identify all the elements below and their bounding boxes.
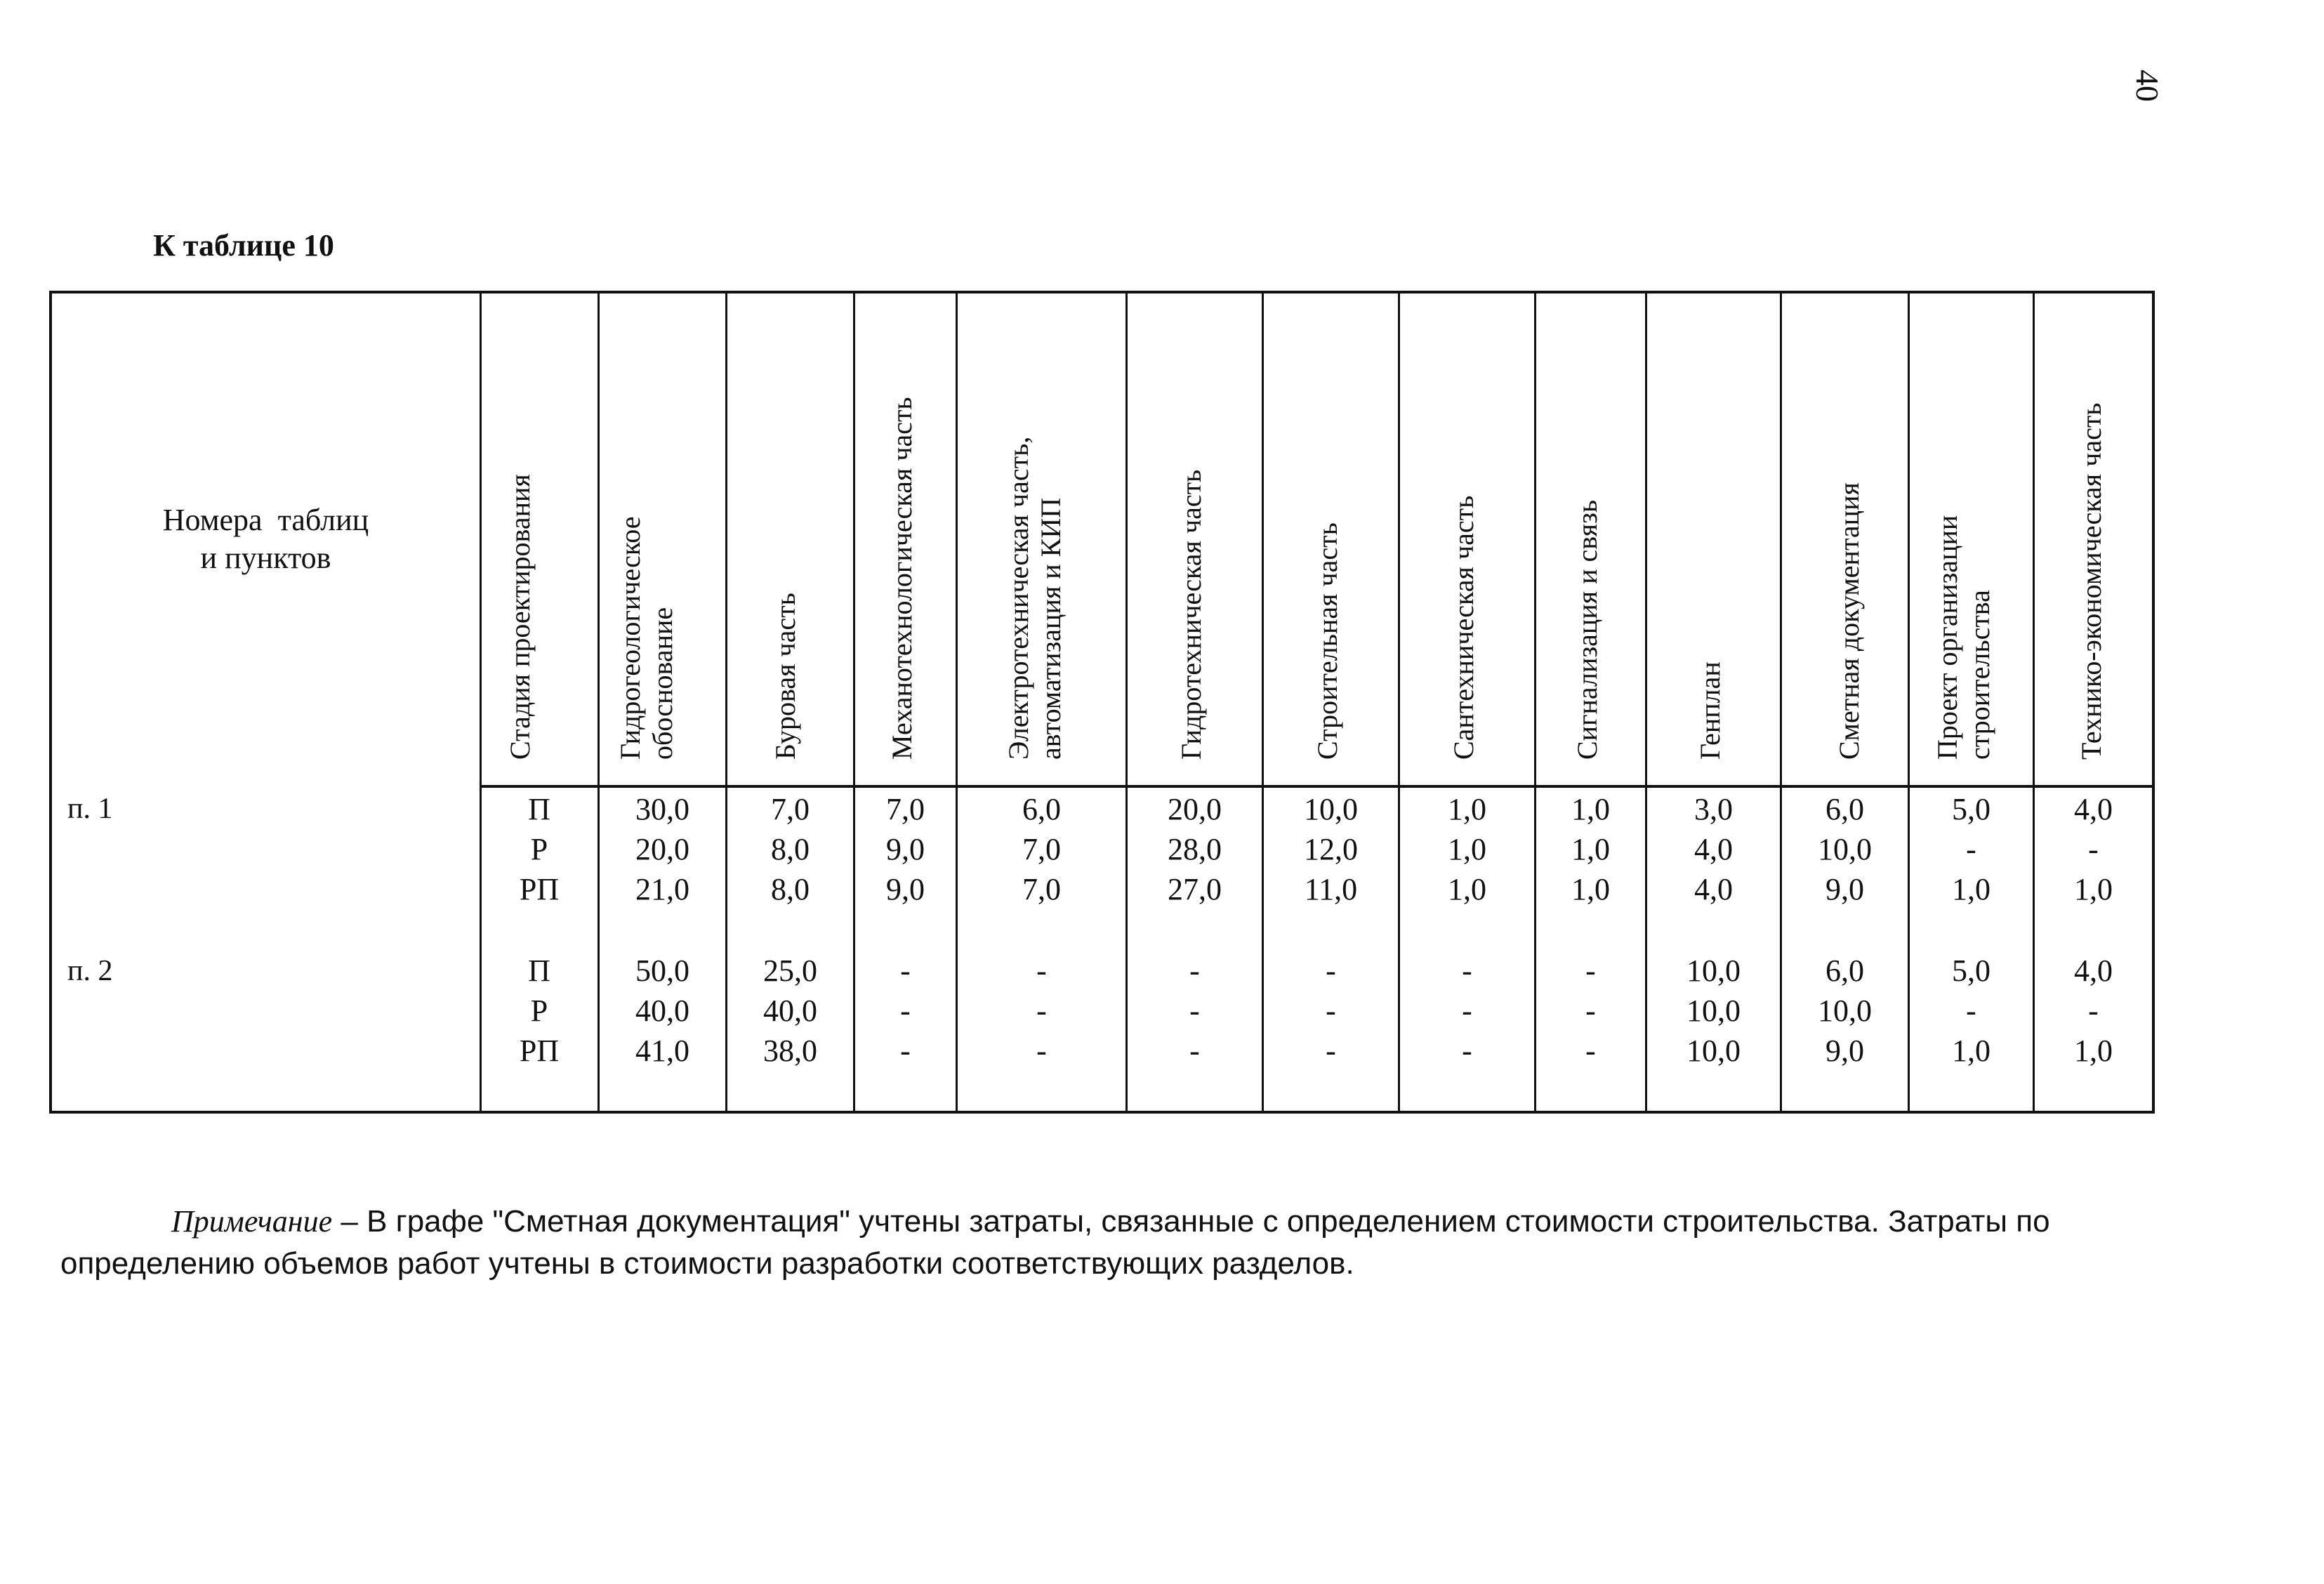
cell-value: 27,0: [1168, 872, 1222, 906]
cell-value: 1,0: [1448, 792, 1486, 826]
cell-value: 10,0: [1686, 953, 1741, 988]
cell-value: -: [900, 1034, 911, 1068]
data-table: Номера таблиц и пунктов Стадия проектирования Гидрогеологическое обоснование Буровая часть Механотехнологическая часть Электротехническая часть, автоматизация и КИП Гидротехническая часть Строительная часть Сантехническая часть Сигнализация и связь Генплан Сметная документация Проект организации строительства Технико-экономическая часть п. 1 п. 2 П Р РП 30,0 20,0 21,0 7,0 8,0 8,0 7,0 9,0 9,0 6,0 7,0 7,0 20,0 28,0 27,0 10,0 12,0 11,0 1,0 1,0 1,0 1,0 1,0 1,0 3,0 4,0 4,0 6,0 10,0 9,0 5,0 - 1,0 4,0 - 1,0 П Р РП 50,0 40,0 41,0 25,0 40,0 38,0 - - - - - - - - - - - - - - - - - - 10,0 10,0 10,0 6,0 10,0 9,0 5,0 - 1,0 4,0 - 1,0: [0, 0, 2324, 1123]
cell-value: 21,0: [635, 872, 689, 906]
cell-value: 7,0: [886, 792, 925, 826]
value-cell: [1128, 789, 1262, 909]
value-cell: [481, 789, 597, 909]
page-number: 40: [2130, 70, 2165, 102]
cell-value: 41,0: [635, 1034, 689, 1068]
cell-value: 10,0: [1686, 1034, 1741, 1068]
cell-value: -: [1585, 1034, 1596, 1068]
cell-value: 9,0: [1825, 872, 1864, 906]
cell-value: 6,0: [1022, 792, 1061, 826]
cell-value: -: [1189, 994, 1200, 1028]
cell-value: 4,0: [2074, 792, 2113, 826]
value-cell: [1264, 789, 1398, 909]
value-cell: [1536, 951, 1645, 1071]
value-cell: [600, 789, 725, 909]
note-text: – В графе "Сметная документация" учтены затраты, связанные с определением стоимости строительства. Затраты по определению объемов работ учтены в стоимости разработки соответствующих разделов.: [60, 1204, 2050, 1281]
table-note: [60, 1201, 2167, 1285]
note-lead: Примечание: [171, 1204, 333, 1239]
row-header-line1: Номера таблиц: [162, 503, 369, 537]
value-cell: [855, 789, 956, 909]
value-cell: [2035, 789, 2152, 909]
row-header-line2: и пунктов: [200, 541, 331, 575]
cell-value: -: [1585, 994, 1596, 1028]
cell-value: 6,0: [1825, 953, 1864, 988]
cell-value: 1,0: [1952, 872, 1990, 906]
cell-value: П: [528, 953, 550, 988]
cell-value: 10,0: [1686, 994, 1741, 1028]
cell-value: 5,0: [1952, 792, 1990, 826]
cell-value: -: [900, 953, 911, 988]
cell-value: 1,0: [1448, 832, 1486, 866]
value-cell: [481, 951, 597, 1071]
cell-value: -: [2088, 832, 2099, 866]
cell-value: 9,0: [886, 832, 925, 866]
cell-value: -: [1966, 832, 1976, 866]
cell-value: 1,0: [1571, 872, 1610, 906]
cell-value: -: [1326, 1034, 1336, 1068]
cell-value: 1,0: [1571, 792, 1610, 826]
cell-value: 40,0: [763, 994, 817, 1028]
cell-value: -: [1189, 953, 1200, 988]
cell-value: -: [1966, 994, 1976, 1028]
cell-value: 4,0: [2074, 953, 2113, 988]
value-cell: [855, 951, 956, 1071]
cell-value: 1,0: [1952, 1034, 1990, 1068]
cell-value: -: [1036, 953, 1047, 988]
cell-value: 40,0: [635, 994, 689, 1028]
cell-value: 1,0: [2074, 872, 2113, 906]
cell-value: 1,0: [1571, 832, 1610, 866]
cell-value: 38,0: [763, 1034, 817, 1068]
value-cell: [600, 951, 725, 1071]
value-cell: [958, 789, 1125, 909]
cell-value: 50,0: [635, 953, 689, 988]
row-header-cell: [52, 293, 480, 785]
value-cell: [727, 789, 853, 909]
value-cell: [1400, 789, 1534, 909]
cell-value: 7,0: [771, 792, 810, 826]
cell-value: -: [1036, 1034, 1047, 1068]
cell-value: 5,0: [1952, 953, 1990, 988]
cell-value: П: [528, 792, 550, 826]
value-cell: [1647, 789, 1780, 909]
cell-value: 8,0: [771, 832, 810, 866]
cell-value: 10,0: [1304, 792, 1358, 826]
cell-value: -: [1326, 953, 1336, 988]
cell-value: 4,0: [1694, 832, 1733, 866]
cell-value: 11,0: [1304, 872, 1358, 906]
cell-value: 25,0: [763, 953, 817, 988]
cell-value: -: [2088, 994, 2099, 1028]
cell-value: 30,0: [635, 792, 689, 826]
value-cell: [1128, 951, 1262, 1071]
value-cell: [727, 951, 853, 1071]
value-cell: [1910, 951, 2033, 1071]
value-cell: [1400, 951, 1534, 1071]
value-cell: [1536, 789, 1645, 909]
cell-value: -: [1036, 994, 1047, 1028]
value-cell: [1782, 951, 1908, 1071]
cell-value: -: [1585, 953, 1596, 988]
value-cell: [1647, 951, 1780, 1071]
cell-value: 10,0: [1818, 832, 1872, 866]
cell-value: 6,0: [1825, 792, 1864, 826]
cell-value: -: [900, 994, 911, 1028]
cell-value: 7,0: [1022, 872, 1061, 906]
table-border-bottom: [49, 1111, 2155, 1114]
value-cell: [2035, 951, 2152, 1071]
cell-value: Р: [530, 832, 548, 866]
cell-value: 1,0: [2074, 1034, 2113, 1068]
value-cell: [958, 951, 1125, 1071]
cell-value: 20,0: [1168, 792, 1222, 826]
row-label: п. 2: [67, 955, 113, 987]
row-label: п. 1: [67, 793, 113, 825]
cell-value: -: [1462, 994, 1472, 1028]
cell-value: -: [1462, 953, 1472, 988]
cell-value: 9,0: [1825, 1034, 1864, 1068]
header-divider: [480, 785, 2155, 788]
cell-value: 4,0: [1694, 872, 1733, 906]
cell-value: РП: [519, 872, 560, 906]
cell-value: 12,0: [1304, 832, 1358, 866]
cell-value: -: [1462, 1034, 1472, 1068]
cell-value: 8,0: [771, 872, 810, 906]
cell-value: 9,0: [886, 872, 925, 906]
cell-value: РП: [519, 1034, 560, 1068]
cell-value: -: [1326, 994, 1336, 1028]
cell-value: 3,0: [1694, 792, 1733, 826]
cell-value: 7,0: [1022, 832, 1061, 866]
table-border-right: [2152, 291, 2155, 1114]
cell-value: 10,0: [1818, 994, 1872, 1028]
table-caption: К таблице 10: [153, 228, 334, 263]
cell-value: 20,0: [635, 832, 689, 866]
cell-value: 28,0: [1168, 832, 1222, 866]
value-cell: [1264, 951, 1398, 1071]
value-cell: [1910, 789, 2033, 909]
value-cell: [1782, 789, 1908, 909]
cell-value: 1,0: [1448, 872, 1486, 906]
cell-value: Р: [530, 994, 548, 1028]
cell-value: -: [1189, 1034, 1200, 1068]
